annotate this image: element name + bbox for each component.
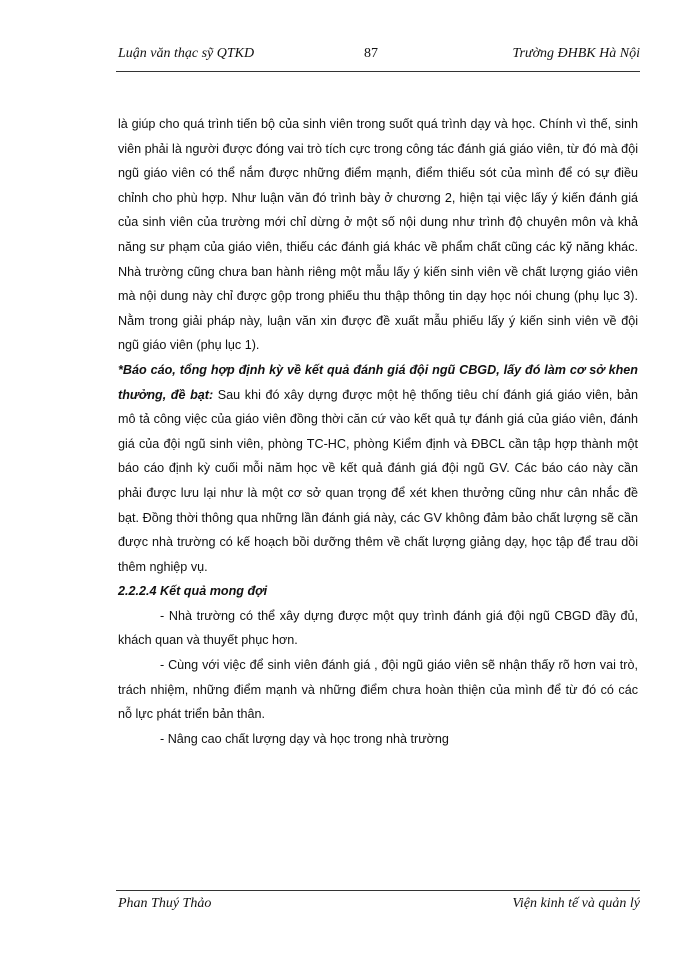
header-divider — [116, 71, 640, 72]
paragraph-periodic-report — [118, 358, 638, 579]
bullet-item-2: - Cùng với việc để sinh viên đánh giá , đội ngũ giáo viên sẽ nhận thấy rõ hơn vai trò, trách nhiệm, những điểm mạnh và những điểm chưa hoàn thiện của mình để từ đó có các nỗ lực phát triển bản thân. — [118, 658, 638, 722]
bullet-item-1: - Nhà trường có thể xây dựng được một quy trình đánh giá đội ngũ CBGD đầy đủ, khách quan và thuyết phục hơn. — [118, 608, 638, 648]
page-footer — [118, 896, 640, 916]
header-thesis-title: Luận văn thạc sỹ QTKD — [118, 46, 255, 61]
page-number: 87 — [364, 46, 378, 61]
paragraph-report-text: Sau khi đó xây dựng được một hệ thống tiêu chí đánh giá giáo viên, bản mô tả công việc của giáo viên đồng thời căn cứ vào kết quả tự đánh giá của giáo viên, đánh giá của đội ngũ sinh viên, phòng TC-HC, phòng Kiểm định và ĐBCL cần tập hợp thành một báo cáo định kỳ cuối mỗi năm học về kết quả đánh giá đội ngũ GV. Các báo cáo này cần phải được lưu lại như là một cơ sở quan trọng để xét khen thưởng cũng như cân nhắc đề bạt. Đồng thời thông qua những lần đánh giá này, các GV không đảm bảo chất lượng sẽ cần được nhà trường có kế hoạch bồi dưỡng thêm về chất lượng giảng dạy, học tập để trau dồi thêm nghiệp vụ. — [118, 387, 639, 574]
page-header — [118, 46, 640, 68]
footer-divider — [116, 890, 640, 891]
page-body — [118, 112, 638, 751]
paragraph-student-role: là giúp cho quá trình tiến bộ của sinh viên trong suốt quá trình dạy và học. Chính vì thế, sinh viên phải là người được đóng vai trò tích cực trong công tác đánh giá giáo viên, từ đó mà đội ngũ giáo viên có thể nắm được những điểm mạnh, điểm thiếu sót của mình để có sự điều chỉnh cho phù hợp. Như luận văn đó trình bày ở chương 2, hiện tại việc lấy ý kiến đánh giá của sinh viên của trường mới chỉ dừng ở một số nội dung như trình độ chuyên môn và khả năng sư phạm của giáo viên, thiếu các đánh giá khác về phẩm chất cũng các kỹ năng khác. Nhà trường cũng chưa ban hành riêng một mẫu lấy ý kiến sinh viên về chất lượng giáo viên mà nội dung này chỉ được gộp trong phiếu thu thập thông tin dạy học nói chung (phụ lục 3). Nằm trong giải pháp này, luận văn xin được đề xuất mẫu phiếu lấy ý kiến sinh viên về đội ngũ giáo viên (phụ lục 1). — [118, 117, 638, 353]
header-university: Trường ĐHBK Hà Nội — [512, 46, 640, 61]
bullet-item-3: - Nâng cao chất lượng dạy và học trong nhà trường — [160, 731, 449, 746]
section-heading-expected-results: 2.2.2.4 Kết quả mong đợi — [118, 584, 268, 599]
paragraph-lead-bold-italic: *Báo cáo, tổng hợp định kỳ về kết quả đánh giá đội ngũ CBGD, lấy đó làm cơ sở khen thưởng, đề bạt: — [118, 362, 638, 402]
footer-author: Phan Thuý Thảo — [118, 896, 212, 911]
footer-institute: Viện kinh tế và quản lý — [512, 896, 640, 911]
